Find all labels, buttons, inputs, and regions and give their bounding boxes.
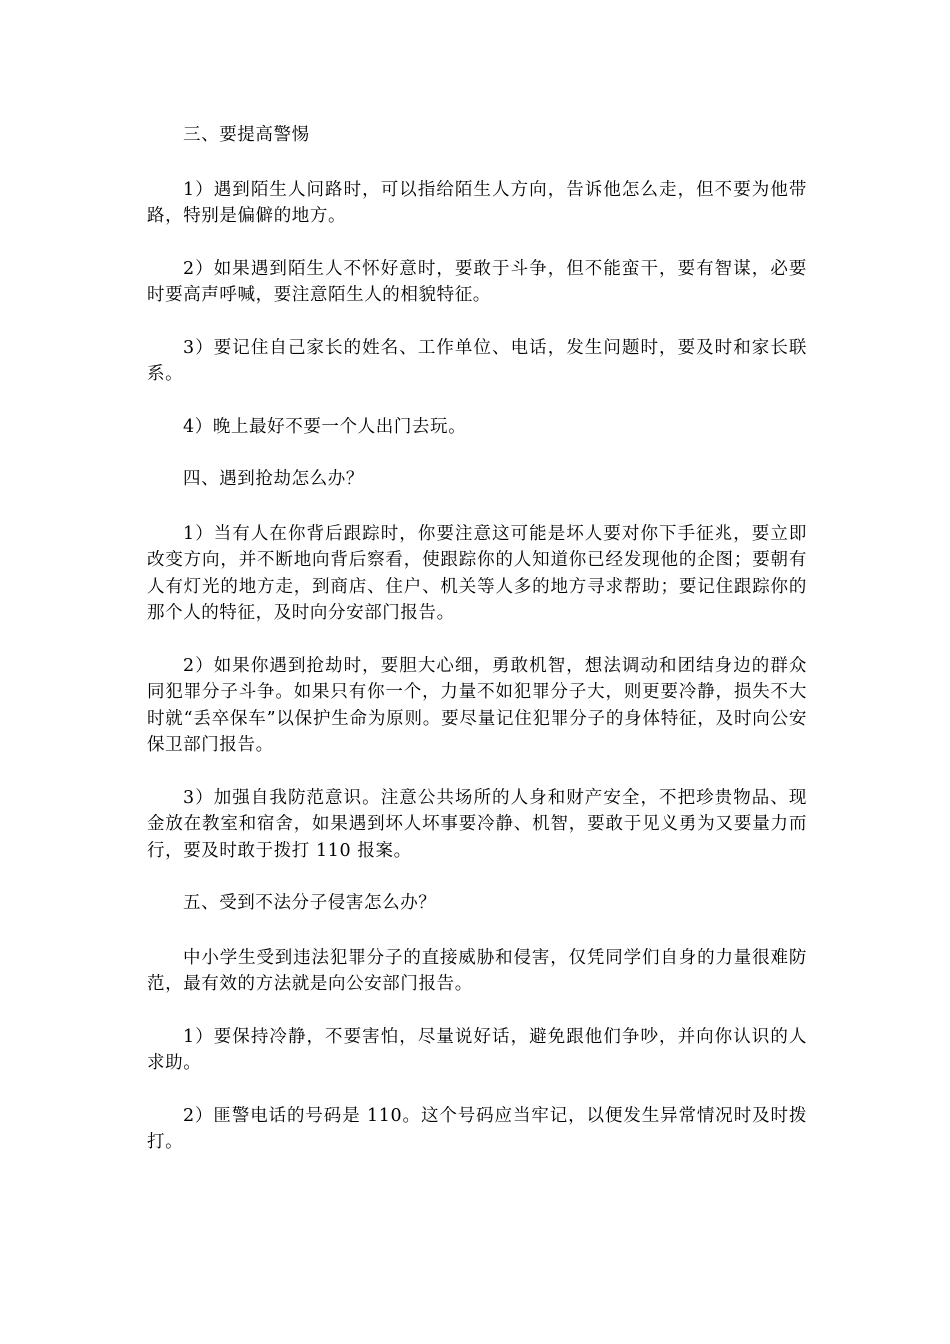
paragraph: 2）如果你遇到抢劫时，要胆大心细，勇敢机智，想法调动和团结身边的群众同犯罪分子斗争。如果只有你一个，力量不如犯罪分子大，则更要冷静，损失不大时就“丢卒保车”以保护生命为原则。要尽量记住犯罪分子的身体特征，及时向公安保卫部门报告。	[147, 655, 807, 755]
paragraph: 中小学生受到违法犯罪分子的直接威胁和侵害，仅凭同学们自身的力量很难防范，最有效的方法就是向公安部门报告。	[147, 947, 807, 994]
paragraph: 4）晚上最好不要一个人出门去玩。	[183, 416, 467, 437]
document-body	[147, 122, 807, 1182]
paragraph: 3）要记住自己家长的姓名、工作单位、电话，发生问题时，要及时和家长联系。	[147, 337, 807, 384]
paragraph: 1）当有人在你背后跟踪时，你要注意这可能是坏人要对你下手征兆，要立即改变方向，并不断地向背后察看，使跟踪你的人知道你已经发现他的企图；要朝有人有灯光的地方走，到商店、住户、机关等人多的地方寻求帮助；要记住跟踪你的那个人的特征，及时向分安部门报告。	[147, 523, 807, 623]
section-heading-4: 四、遇到抢劫怎么办？	[183, 469, 364, 489]
paragraph: 1）要保持冷静，不要害怕，尽量说好话，避免跟他们争吵，并向你认识的人求助。	[147, 1026, 807, 1073]
section-heading-5: 五、受到不法分子侵害怎么办？	[183, 893, 437, 913]
paragraph: 2）如果遇到陌生人不怀好意时，要敢于斗争，但不能蛮干，要有智谋，必要时要高声呼喊，要注意陌生人的相貌特征。	[147, 258, 807, 305]
paragraph: 1）遇到陌生人问路时，可以指给陌生人方向，告诉他怎么走，但不要为他带路，特别是偏僻的地方。	[147, 179, 807, 226]
paragraph: 2）匪警电话的号码是 110。这个号码应当牢记，以便发生异常情况时及时拨打。	[147, 1105, 807, 1152]
section-heading-3: 三、要提高警惕	[183, 125, 310, 145]
paragraph: 3）加强自我防范意识。注意公共场所的人身和财产安全，不把珍贵物品、现金放在教室和宿舍，如果遇到坏人坏事要冷静、机智，要敢于见义勇为又要量力而行，要及时敢于拨打 110 报案。	[147, 787, 807, 861]
